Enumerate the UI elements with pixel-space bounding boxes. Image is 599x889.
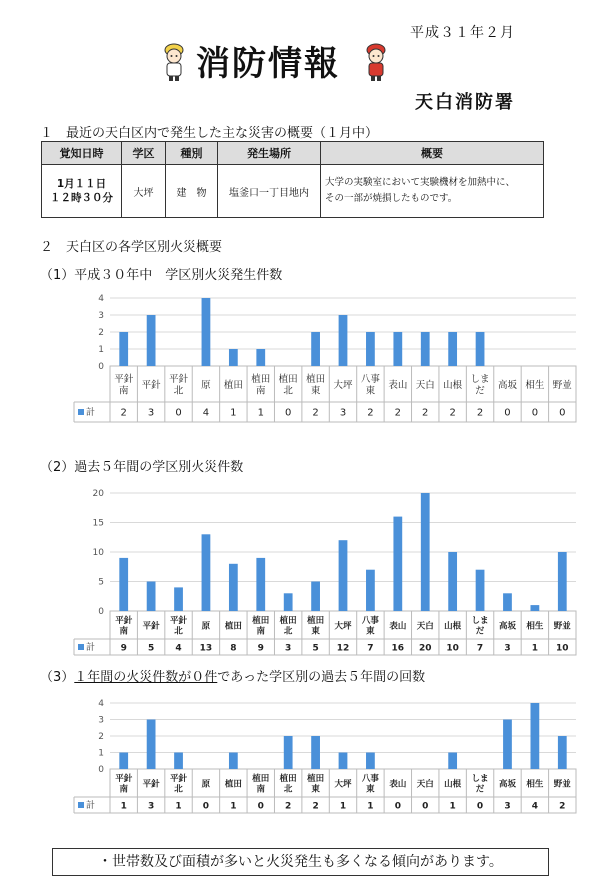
category-label: 平針南	[115, 774, 133, 795]
data-value-label: 1	[367, 801, 374, 812]
data-value-label: 1	[230, 801, 237, 812]
category-label: 平針北	[170, 616, 188, 637]
column-header: 概要	[321, 142, 544, 165]
bar	[284, 593, 293, 611]
bar	[119, 558, 128, 611]
category-label: 野並	[552, 379, 572, 391]
column-header: 覚知日時	[42, 142, 122, 165]
bar	[339, 753, 348, 770]
bar	[366, 332, 375, 366]
category-label: 平針	[142, 779, 160, 790]
data-value-label: 2	[312, 407, 319, 419]
fires-2018-bar-chart	[70, 290, 580, 424]
data-value-label: 1	[175, 801, 182, 812]
category-label: 高坂	[498, 621, 516, 632]
category-label: 表山	[388, 379, 408, 391]
category-label: 山根	[444, 621, 462, 632]
chart3-heading	[40, 666, 425, 685]
issue-date: 平成３１年２月	[410, 25, 515, 41]
data-value-label: 3	[504, 643, 511, 654]
data-value-label: 1	[120, 801, 127, 812]
footer-note: ・世帯数及び面積が多いと火災発生も多くなる傾向があります。	[52, 848, 549, 876]
category-label: 植田南	[251, 374, 271, 397]
table-header-row	[42, 142, 544, 165]
data-value-label: 0	[559, 407, 566, 419]
incident-district: 大坪	[122, 165, 166, 218]
fire-department-name: 天白消防署	[415, 92, 515, 113]
data-value-label: 3	[147, 801, 155, 812]
bar	[503, 593, 512, 611]
table-row	[42, 165, 544, 218]
incident-place: 塩釜口一丁目地内	[218, 165, 321, 218]
bar	[311, 332, 320, 366]
category-label: 八事東	[361, 616, 379, 637]
data-value-label: 5	[312, 643, 319, 654]
category-label: 原	[201, 621, 211, 632]
category-label: しまだ	[471, 616, 489, 637]
category-label: 野並	[553, 621, 571, 632]
category-label: しまだ	[471, 774, 489, 795]
bar	[256, 558, 265, 611]
page-title: 消防情報	[196, 44, 340, 84]
data-value-label: 2	[422, 407, 429, 419]
legend-label: 計	[86, 643, 96, 653]
data-value-label: 4	[531, 801, 539, 812]
incident-summary	[321, 165, 544, 218]
bar	[530, 703, 539, 769]
chart-svg	[70, 485, 580, 657]
data-value-label: 7	[367, 643, 374, 654]
bar	[366, 570, 375, 611]
y-tick-label: 0	[98, 362, 104, 372]
category-label: 高坂	[497, 379, 517, 391]
category-label: 相生	[526, 621, 544, 632]
column-header: 学区	[122, 142, 166, 165]
data-value-label: 2	[449, 407, 456, 419]
data-value-label: 12	[336, 643, 350, 654]
y-tick-label: 20	[92, 489, 104, 499]
bar	[448, 753, 457, 770]
bar	[393, 517, 402, 611]
category-label: 大坪	[333, 379, 353, 391]
bar	[229, 753, 238, 770]
bar	[530, 605, 539, 611]
bar	[339, 315, 348, 366]
category-label: 植田東	[307, 616, 325, 637]
data-value-label: 2	[476, 407, 484, 419]
bar	[476, 332, 485, 366]
category-label: 平針南	[114, 374, 134, 397]
data-value-label: 3	[285, 643, 292, 654]
chart3-heading-prefix: （3）	[40, 670, 75, 685]
y-tick-label: 3	[98, 715, 104, 726]
data-value-label: 0	[202, 801, 210, 812]
data-value-label: 0	[531, 407, 539, 419]
bar	[202, 298, 211, 366]
data-value-label: 5	[147, 643, 155, 654]
firefighter-girl-mascot-icon	[362, 42, 390, 82]
category-label: 植田北	[279, 774, 297, 795]
firefighter-mascot-icon	[160, 42, 188, 82]
data-value-label: 1	[449, 801, 456, 812]
incident-table	[41, 141, 544, 218]
bar	[311, 582, 320, 612]
bar	[256, 349, 265, 366]
chart-svg	[70, 695, 580, 815]
category-label: 天白	[415, 379, 435, 391]
incident-type: 建 物	[166, 165, 218, 218]
incident-date: 1月１１日	[56, 178, 107, 190]
chart3-heading-suffix: であった学区別の過去５年間の回数	[217, 670, 426, 685]
y-tick-label: 4	[98, 699, 104, 709]
category-label: 原	[201, 379, 211, 391]
category-label: 植田北	[279, 616, 297, 637]
category-label: 植田	[224, 621, 242, 632]
y-tick-label: 0	[98, 765, 104, 775]
category-label: 大坪	[334, 621, 352, 632]
bar	[119, 753, 128, 770]
bar	[311, 736, 320, 769]
chart2-heading: （2）過去５年間の学区別火災件数	[40, 460, 244, 475]
data-value-label: 1	[257, 407, 264, 419]
category-label: 平針	[142, 621, 160, 632]
category-label: 植田	[224, 779, 242, 790]
chart3-heading-underlined: １年間の火災件数が０件	[74, 670, 218, 685]
category-label: 植田北	[278, 374, 298, 397]
bar	[558, 736, 567, 769]
data-value-label: 1	[531, 643, 539, 654]
bar	[366, 753, 375, 770]
category-label: 植田南	[252, 616, 270, 637]
section2-heading: ２ 天白区の各学区別火災概要	[40, 240, 223, 255]
category-label: 大坪	[334, 779, 352, 790]
data-value-label: 4	[175, 643, 182, 654]
category-label: 植田東	[307, 774, 325, 795]
category-label: 表山	[389, 621, 407, 632]
bar	[202, 534, 211, 611]
y-tick-label: 1	[98, 345, 104, 355]
data-value-label: 2	[394, 407, 402, 419]
category-label: 原	[201, 779, 211, 790]
column-header: 種別	[166, 142, 218, 165]
category-label: 八事東	[361, 774, 379, 795]
data-value-label: 0	[175, 407, 182, 419]
data-value-label: 1	[339, 801, 347, 812]
data-value-label: 2	[312, 801, 319, 812]
bar	[503, 720, 512, 770]
category-label: 山根	[444, 779, 462, 790]
data-value-label: 9	[257, 643, 264, 654]
category-label: 平針南	[115, 616, 133, 637]
bar	[229, 564, 238, 611]
section1-heading: １ 最近の天白区内で発生した主な災害の概要（１月中）	[40, 126, 379, 141]
y-tick-label: 2	[98, 732, 104, 742]
data-value-label: 3	[504, 801, 511, 812]
summary-line: その一部が焼損したものです。	[325, 193, 458, 204]
data-value-label: 7	[476, 643, 484, 654]
category-label: 野並	[553, 779, 571, 790]
data-value-label: 4	[202, 407, 210, 419]
category-label: 山根	[443, 379, 463, 391]
data-value-label: 10	[446, 643, 459, 654]
data-value-label: 13	[199, 643, 213, 654]
bar	[174, 753, 183, 770]
bar	[119, 332, 128, 366]
y-tick-label: 4	[98, 294, 104, 304]
bar	[476, 570, 485, 611]
summary-line: 大学の実験室において実験機材を加熱中に、	[325, 177, 516, 188]
category-label: 平針北	[169, 374, 189, 397]
data-value-label: 2	[285, 801, 292, 812]
data-value-label: 16	[391, 643, 405, 654]
category-label: 平針北	[170, 774, 188, 795]
data-value-label: 2	[120, 407, 127, 419]
data-value-label: 8	[230, 643, 237, 654]
data-value-label: 2	[559, 801, 566, 812]
bar	[558, 552, 567, 611]
chart1-heading: （1）平成３０年中 学区別火災発生件数	[40, 268, 283, 283]
data-value-label: 0	[394, 801, 401, 812]
legend-swatch	[78, 802, 84, 808]
y-tick-label: 1	[98, 748, 104, 759]
data-value-label: 3	[147, 407, 155, 419]
bar	[393, 332, 402, 366]
incident-datetime	[42, 165, 122, 218]
zero-fire-years-bar-chart	[70, 695, 580, 815]
y-tick-label: 5	[98, 577, 104, 588]
category-label: 植田	[223, 379, 243, 391]
bar	[284, 736, 293, 769]
incident-time: １２時３０分	[50, 192, 113, 204]
data-value-label: 10	[556, 643, 569, 654]
category-label: 天白	[416, 621, 434, 632]
data-value-label: 20	[418, 643, 432, 654]
y-tick-label: 3	[98, 311, 104, 321]
bar	[421, 332, 430, 366]
category-label: 高坂	[498, 779, 516, 790]
bar	[339, 540, 348, 611]
column-header: 発生場所	[218, 142, 321, 165]
category-label: 植田南	[252, 774, 270, 795]
data-value-label: 2	[367, 407, 374, 419]
data-value-label: 0	[476, 801, 484, 812]
category-label: 八事東	[360, 374, 380, 397]
bar	[147, 720, 156, 770]
data-value-label: 0	[257, 801, 264, 812]
category-label: 平針	[141, 379, 161, 391]
legend-label: 計	[86, 801, 96, 811]
data-value-label: 9	[120, 643, 127, 654]
bar	[448, 332, 457, 366]
data-value-label: 0	[504, 407, 511, 419]
data-value-label: 3	[339, 407, 347, 419]
bar	[147, 315, 156, 366]
data-value-label: 0	[284, 407, 292, 419]
category-label: 植田東	[306, 374, 326, 397]
category-label: 天白	[416, 779, 434, 790]
category-label: 相生	[525, 379, 545, 391]
category-label: しまだ	[470, 374, 490, 397]
y-tick-label: 0	[98, 607, 104, 617]
bar	[448, 552, 457, 611]
bar	[421, 493, 430, 611]
data-value-label: 0	[422, 801, 429, 812]
legend-label: 計	[86, 408, 96, 418]
y-tick-label: 15	[92, 518, 104, 529]
legend-swatch	[78, 644, 84, 650]
y-tick-label: 10	[92, 548, 104, 558]
bar	[147, 582, 156, 612]
data-value-label: 1	[230, 407, 237, 419]
bar	[229, 349, 238, 366]
chart-svg	[70, 290, 580, 424]
category-label: 表山	[389, 779, 407, 790]
category-label: 相生	[526, 779, 544, 790]
fires-5yr-bar-chart	[70, 485, 580, 657]
y-tick-label: 2	[98, 328, 104, 338]
legend-swatch	[78, 409, 84, 415]
bar	[174, 587, 183, 611]
